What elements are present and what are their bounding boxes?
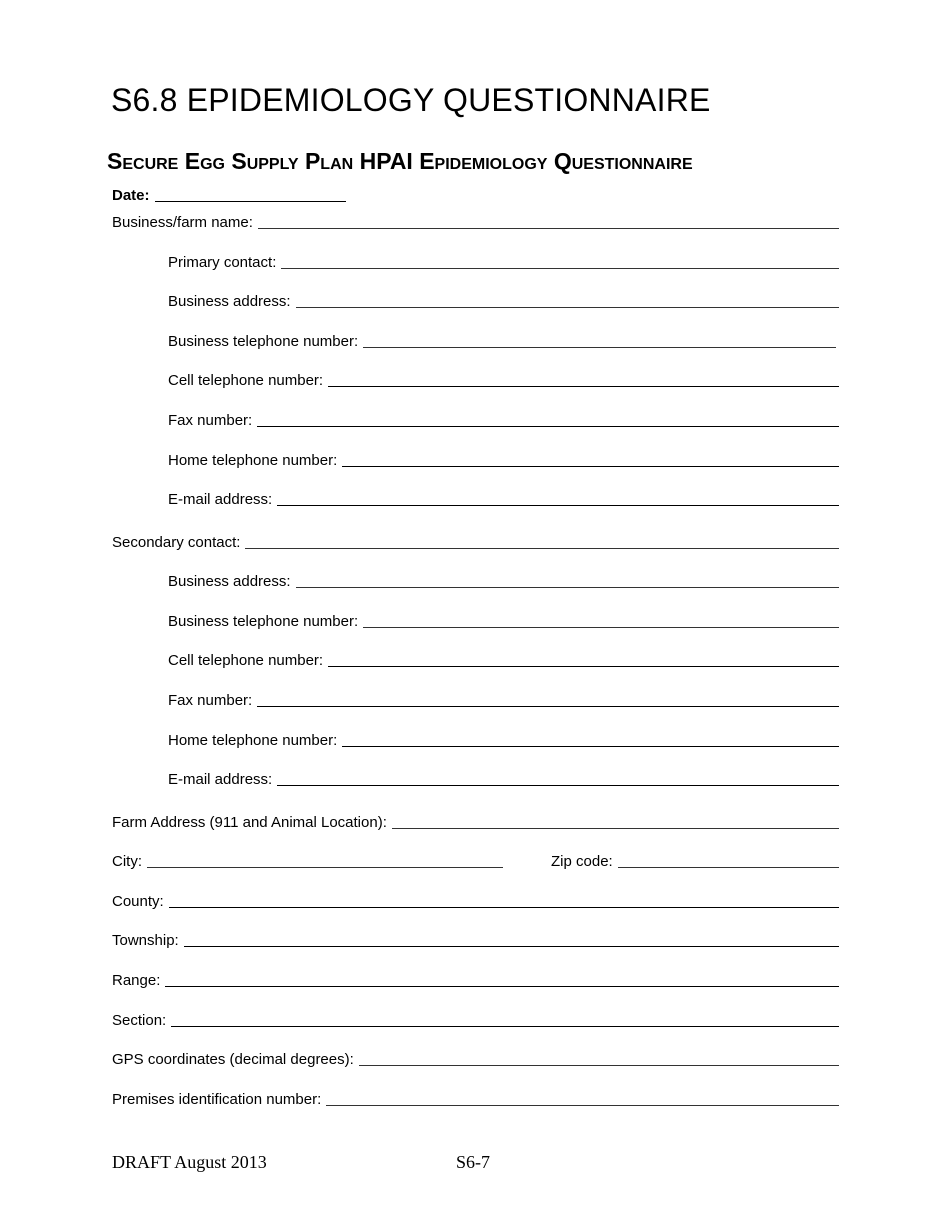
premises-id-label: Premises identification number: <box>112 1091 322 1108</box>
primary-email-line[interactable] <box>277 505 839 506</box>
county-line[interactable] <box>169 907 839 908</box>
primary-business-telephone-label: Business telephone number: <box>168 333 359 350</box>
city-line[interactable] <box>147 867 503 868</box>
city-field[interactable] <box>112 853 503 870</box>
premises-id-line[interactable] <box>326 1105 839 1106</box>
primary-home-telephone-field[interactable] <box>168 452 839 469</box>
business-farm-name-line[interactable] <box>258 228 839 229</box>
secondary-contact-line[interactable] <box>245 548 839 549</box>
section-line[interactable] <box>171 1026 839 1027</box>
secondary-home-telephone-field[interactable] <box>168 732 839 749</box>
city-label: City: <box>112 853 142 870</box>
gps-coordinates-line[interactable] <box>359 1065 839 1066</box>
secondary-business-telephone-label: Business telephone number: <box>168 613 359 630</box>
primary-contact-line[interactable] <box>281 268 839 269</box>
farm-address-label: Farm Address (911 and Animal Location): <box>112 814 387 831</box>
section-field[interactable] <box>112 1012 839 1029</box>
footer-page-number: S6-7 <box>456 1152 491 1172</box>
secondary-business-telephone-line[interactable] <box>363 627 839 628</box>
secondary-fax-field[interactable] <box>168 692 839 709</box>
secondary-business-address-label: Business address: <box>168 573 291 590</box>
primary-cell-telephone-line[interactable] <box>328 386 839 387</box>
secondary-email-line[interactable] <box>277 785 839 786</box>
secondary-business-address-field[interactable] <box>168 573 839 590</box>
primary-business-address-line[interactable] <box>296 307 839 308</box>
range-field[interactable] <box>112 972 839 989</box>
form-title: Secure Egg Supply Plan HPAI Epidemiology Questionnaire <box>107 148 693 174</box>
gps-coordinates-label: GPS coordinates (decimal degrees): <box>112 1051 354 1068</box>
zip-code-label: Zip code: <box>551 853 613 870</box>
primary-fax-field[interactable] <box>168 412 839 429</box>
date-label: Date: <box>112 187 150 204</box>
secondary-contact-field[interactable] <box>112 534 839 551</box>
zip-code-line[interactable] <box>618 867 839 868</box>
secondary-home-telephone-line[interactable] <box>342 746 839 747</box>
secondary-cell-telephone-field[interactable] <box>168 652 839 669</box>
primary-business-telephone-field[interactable] <box>168 333 836 350</box>
premises-id-field[interactable] <box>112 1091 839 1108</box>
primary-business-address-field[interactable] <box>168 293 839 310</box>
township-line[interactable] <box>184 946 839 947</box>
primary-email-label: E-mail address: <box>168 491 273 508</box>
primary-cell-telephone-field[interactable] <box>168 372 839 389</box>
business-farm-name-label: Business/farm name: <box>112 214 253 231</box>
secondary-email-field[interactable] <box>168 771 839 788</box>
secondary-email-label: E-mail address: <box>168 771 273 788</box>
primary-fax-label: Fax number: <box>168 412 253 429</box>
range-line[interactable] <box>165 986 839 987</box>
secondary-cell-telephone-label: Cell telephone number: <box>168 652 324 669</box>
primary-contact-field[interactable] <box>168 254 839 271</box>
secondary-cell-telephone-line[interactable] <box>328 666 839 667</box>
primary-contact-label: Primary contact: <box>168 254 277 271</box>
range-label: Range: <box>112 972 161 989</box>
date-field[interactable] <box>112 187 346 204</box>
secondary-fax-line[interactable] <box>257 706 839 707</box>
gps-coordinates-field[interactable] <box>112 1051 839 1068</box>
farm-address-field[interactable] <box>112 814 839 831</box>
secondary-business-address-line[interactable] <box>296 587 839 588</box>
primary-fax-line[interactable] <box>257 426 839 427</box>
secondary-home-telephone-label: Home telephone number: <box>168 732 338 749</box>
zip-code-field[interactable] <box>551 853 839 870</box>
primary-email-field[interactable] <box>168 491 839 508</box>
section-label: Section: <box>112 1012 167 1029</box>
primary-cell-telephone-label: Cell telephone number: <box>168 372 324 389</box>
county-label: County: <box>112 893 164 910</box>
secondary-fax-label: Fax number: <box>168 692 253 709</box>
primary-home-telephone-line[interactable] <box>342 466 839 467</box>
township-field[interactable] <box>112 932 839 949</box>
footer-draft-date: DRAFT August 2013 <box>112 1152 267 1172</box>
secondary-contact-label: Secondary contact: <box>112 534 241 551</box>
page-title: S6.8 EPIDEMIOLOGY QUESTIONNAIRE <box>111 82 711 118</box>
county-field[interactable] <box>112 893 839 910</box>
date-line[interactable] <box>155 201 346 202</box>
secondary-business-telephone-field[interactable] <box>168 613 839 630</box>
farm-address-line[interactable] <box>392 828 839 829</box>
primary-home-telephone-label: Home telephone number: <box>168 452 338 469</box>
township-label: Township: <box>112 932 179 949</box>
business-farm-name-field[interactable] <box>112 214 839 231</box>
primary-business-telephone-line[interactable] <box>363 347 836 348</box>
primary-business-address-label: Business address: <box>168 293 291 310</box>
